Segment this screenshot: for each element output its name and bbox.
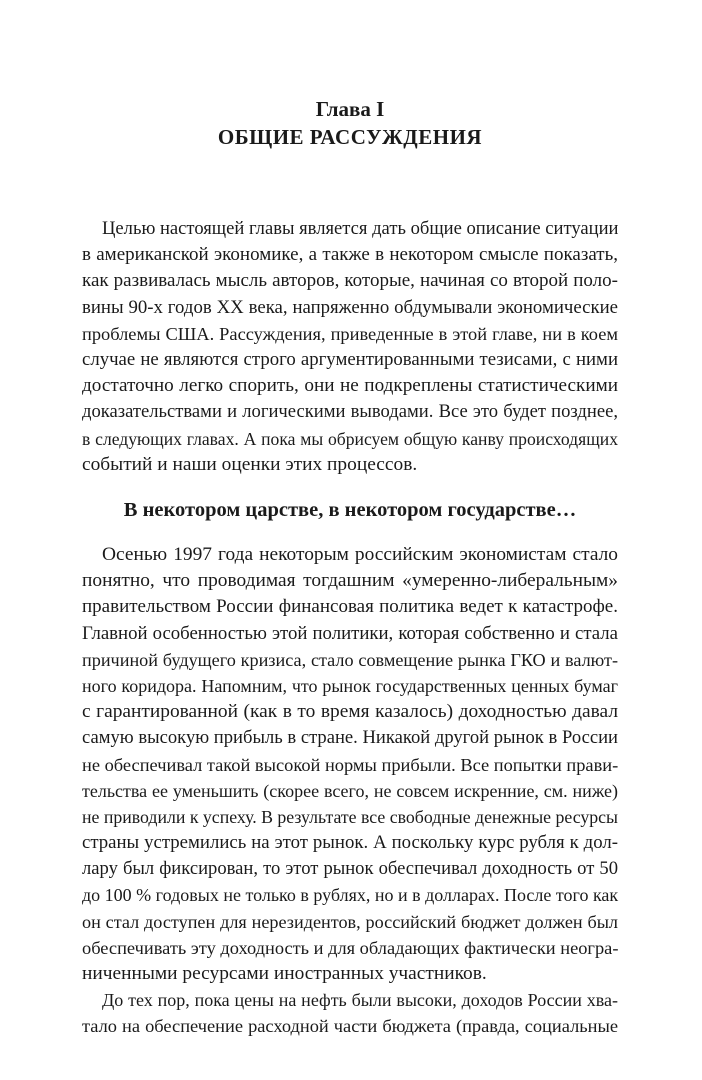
chapter-number: Глава I xyxy=(315,97,385,121)
text-line: понятно, что проводимая тогдашним «умеренно-либеральным» xyxy=(82,570,618,592)
chapter-title: ОБЩИЕ РАССУЖДЕНИЯ xyxy=(217,125,483,149)
text-line: он стал доступен для нерезидентов, российский бюджет должен был xyxy=(82,911,618,932)
text-line: ниченными ресурсами иностранных участников. xyxy=(82,963,487,984)
book-page xyxy=(82,0,618,1080)
body-paragraph-2 xyxy=(82,987,618,1039)
text-line: вины 90-х годов XX века, напряженно обдумывали экономические xyxy=(82,296,618,318)
text-line: самую высокую прибыль в стране. Никакой другой рынок в России xyxy=(82,727,618,749)
text-line: как развивалась мысль авторов, которые, начиная со второй поло- xyxy=(82,270,618,292)
text-line: проблемы США. Рассуждения, приведенные в этой главе, ни в коем xyxy=(82,323,618,344)
text-line: Целью настоящей главы является дать общие описание ситуации xyxy=(102,218,619,239)
body-text xyxy=(82,542,618,1040)
text-line: Главной особенностью этой политики, которая собственно и стала xyxy=(82,622,618,644)
text-line: правительством России финансовая политика ведет к катастрофе. xyxy=(82,596,618,618)
text-line: До тех пор, пока цены на нефть были высоки, доходов России хва- xyxy=(102,990,618,1011)
text-line: тельства ее уменьшить (скорее всего, не совсем искренние, см. ниже) xyxy=(82,780,618,801)
text-line: лару был фиксирован, то этот рынок обеспечивал доходность от 50 xyxy=(82,858,618,880)
body-paragraph-1 xyxy=(82,542,618,987)
text-line: не приводили к успеху. В результате все свободные денежные ресурсы xyxy=(82,806,618,827)
text-line: не обеспечивал такой высокой нормы прибыли. Все попытки прави- xyxy=(82,754,619,775)
section-heading: В некотором царстве, в некотором государстве… xyxy=(123,499,577,521)
text-line: случае не являются строго аргументированными тезисами, с ними xyxy=(82,348,618,370)
text-line: тало на обеспечение расходной части бюджета (правда, социальные xyxy=(82,1016,618,1037)
text-line: до 100 % годовых не только в рублях, но и в долларах. После того как xyxy=(82,885,619,906)
text-line: достаточно легко спорить, они не подкреплены статистическими xyxy=(82,375,618,397)
text-line: в американской экономике, а также в некотором смысле показать, xyxy=(82,244,618,266)
intro-paragraph xyxy=(82,216,618,478)
text-line: событий и наши оценки этих процессов. xyxy=(82,453,418,475)
text-line: обеспечивать эту доходность и для обладающих фактически неогра- xyxy=(82,937,619,958)
chapter-heading xyxy=(82,95,618,151)
text-line: страны устремились на этот рынок. А поскольку курс рубля к дол- xyxy=(82,832,618,854)
text-line: причиной будущего кризиса, стало совмещение рынка ГКО и валют- xyxy=(82,649,618,670)
text-line: ного коридора. Напомним, что рынок государственных ценных бумаг xyxy=(82,675,618,696)
text-line: доказательствами и логическими выводами. Все это будет позднее, xyxy=(82,401,618,423)
text-line: с гарантированной (как в то время казалось) доходностью давал xyxy=(82,701,618,723)
text-line: в следующих главах. А пока мы обрисуем общую канву происходящих xyxy=(82,428,618,449)
text-line: Осенью 1997 года некоторым российским экономистам стало xyxy=(102,544,618,565)
